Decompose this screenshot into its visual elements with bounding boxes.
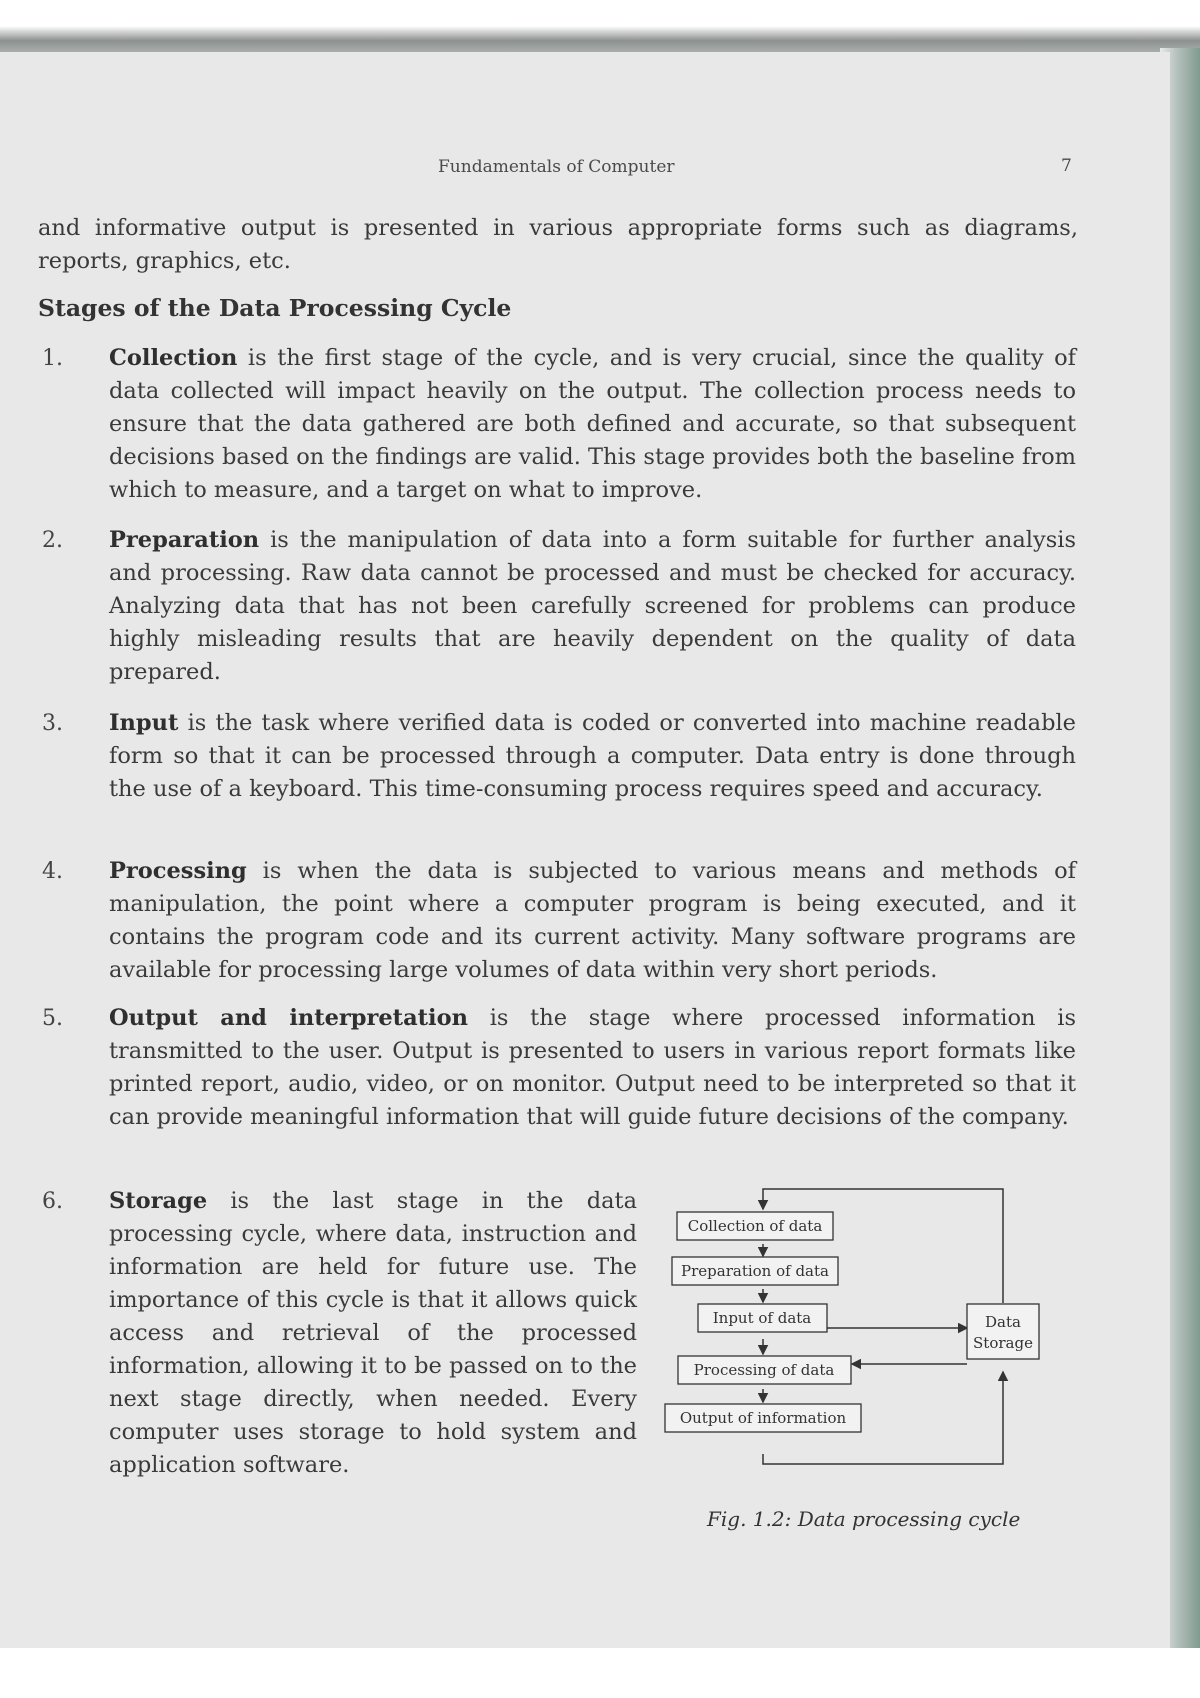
- list-number: 2.: [42, 528, 63, 553]
- list-item-text: [109, 524, 1076, 689]
- list-item-text: [109, 1185, 637, 1482]
- cycle-diagram-svg: [662, 1184, 1072, 1509]
- list-item-text: [109, 855, 1076, 987]
- storage-box-label-line2: Storage: [973, 1334, 1033, 1352]
- storage-box-label-line1: Data: [985, 1313, 1021, 1331]
- description-storage: is the last stage in the data processing cycle, where data, instruction and information are held for future use. The importance of this cycle is that it allows quick access and retrieval of the processed information, allowing it to be passed on to the next stage directly, when needed. Every computer uses storage to hold system and application software.: [109, 1188, 637, 1478]
- term-storage: Storage: [109, 1188, 208, 1214]
- processing-box-label: Processing of data: [693, 1361, 835, 1379]
- list-item-text: [109, 1002, 1076, 1134]
- list-item-text: [109, 342, 1076, 507]
- list-number: 4.: [42, 859, 63, 884]
- term-collection: Collection: [109, 345, 238, 371]
- photo-top-shadow: [0, 0, 1200, 58]
- term-output: Output and interpretation: [109, 1005, 468, 1031]
- feedback-top-line: [763, 1189, 1003, 1303]
- list-number: 6.: [42, 1189, 63, 1214]
- description-collection: is the first stage of the cycle, and is very crucial, since the quality of data collected will impact heavily on the output. The collection process needs to ensure that the data gathered are both defined and accurate, so that subsequent decisions based on the findings are valid. This stage provides both the baseline from which to measure, and a target on what to improve.: [109, 345, 1076, 503]
- description-output: is the stage where processed information is transmitted to the user. Output is presented to users in various report formats like printed report, audio, video, or on monitor. Output need to be interpreted so that it can provide meaningful information that will guide future decisions of the company.: [109, 1005, 1076, 1130]
- book-page: [0, 52, 1170, 1648]
- list-number: 3.: [42, 711, 63, 736]
- running-header-title: Fundamentals of Computer: [438, 157, 675, 177]
- input-box-label: Input of data: [712, 1309, 812, 1327]
- output-box-label: Output of information: [679, 1409, 847, 1427]
- data-processing-cycle-diagram: [662, 1184, 1072, 1509]
- list-number: 1.: [42, 346, 63, 371]
- description-processing: is when the data is subjected to various means and methods of manipulation, the point where a computer program is being executed, and it contains the program code and its current activity. Many software programs are available for processing large volumes of data within very short periods.: [109, 858, 1076, 983]
- description-input: is the task where verified data is coded or converted into machine readable form so that it can be processed through a computer. Data entry is done through the use of a keyboard. This time-consuming process requires speed and accuracy.: [109, 710, 1076, 802]
- figure-caption: Fig. 1.2: Data processing cycle: [707, 1507, 1021, 1531]
- term-processing: Processing: [109, 858, 247, 884]
- description-preparation: is the manipulation of data into a form suitable for further analysis and processing. Raw data cannot be processed and must be checked for accuracy. Analyzing data that has not been carefully screened for problems can produce highly misleading results that are heavily dependent on the quality of data prepared.: [109, 527, 1076, 685]
- intro-paragraph: and informative output is presented in various appropriate forms such as diagrams, reports, graphics, etc.: [38, 215, 1078, 274]
- preparation-box-label: Preparation of data: [681, 1262, 829, 1280]
- term-preparation: Preparation: [109, 527, 260, 553]
- collection-box-label: Collection of data: [687, 1217, 823, 1235]
- term-input: Input: [109, 710, 179, 736]
- page-number: 7: [1061, 156, 1072, 176]
- list-number: 5.: [42, 1006, 63, 1031]
- list-item-text: [109, 707, 1076, 806]
- section-heading: Stages of the Data Processing Cycle: [38, 294, 512, 322]
